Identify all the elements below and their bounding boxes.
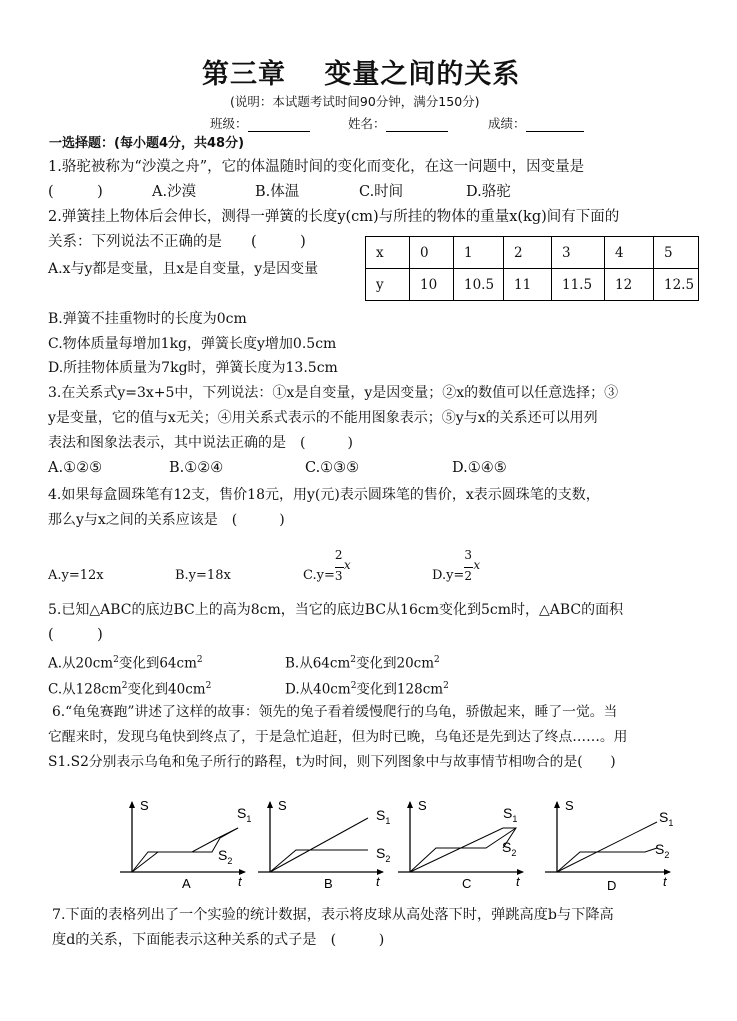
q1-option-d: D.骆驼 bbox=[466, 184, 511, 200]
graph-d-label: D bbox=[607, 878, 617, 893]
q4-c-prefix: C.y= bbox=[303, 568, 335, 583]
squared-mark: 2 bbox=[350, 655, 356, 665]
table-cell: 5 bbox=[654, 237, 699, 269]
fraction-bar bbox=[335, 567, 344, 568]
section-heading bbox=[49, 134, 244, 154]
s2-label: $S_2$ bbox=[376, 845, 391, 864]
q3-stem-3: 表法和图象法表示，其中说法正确的是 ( ) bbox=[48, 435, 353, 451]
q6-stem-3: S1.S2分别表示乌龟和兔子所行的路程，t为时间，则下列图象中与故事情节相吻合的是( ) bbox=[48, 754, 616, 770]
q5-option-c bbox=[48, 676, 211, 700]
s1-label: $S_1$ bbox=[237, 805, 252, 824]
table-row bbox=[366, 237, 699, 269]
q4-option-a: A.y=12x bbox=[48, 568, 104, 583]
table-cell: 11 bbox=[504, 269, 552, 301]
q4-option-d bbox=[432, 542, 482, 582]
s2-label: $S_2$ bbox=[502, 839, 517, 858]
graph-a bbox=[120, 798, 251, 891]
q3-option-c: C.①③⑤ bbox=[305, 460, 360, 476]
table-cell: 11.5 bbox=[552, 269, 605, 301]
section-heading-note: (每小题4分，共48分) bbox=[114, 136, 245, 151]
q5-stem: 5.已知△ABC的底边BC上的高为8cm，当它的底边BC从16cm变化到5cm时，△ABC的面积 bbox=[48, 602, 624, 618]
s1-label: $S_1$ bbox=[503, 805, 518, 824]
q3-option-d: D.①④⑤ bbox=[452, 460, 507, 476]
s1-label: $S_1$ bbox=[376, 807, 391, 826]
squared-mark: 2 bbox=[434, 655, 440, 665]
name-blank bbox=[386, 117, 448, 132]
score-blank bbox=[526, 117, 584, 132]
q1-option-b: B.体温 bbox=[255, 184, 300, 200]
squared-mark: 2 bbox=[196, 655, 203, 665]
q7-stem-2: 度d的关系，下面能表示这种关系的式子是 ( ) bbox=[52, 932, 385, 948]
q5-blank: ( ) bbox=[48, 627, 103, 643]
q4-c-variable: x bbox=[343, 558, 351, 572]
class-label: 班级： bbox=[210, 116, 248, 131]
table-cell: 12.5 bbox=[654, 269, 699, 301]
graph-b-label: B bbox=[324, 876, 333, 891]
table-cell: 0 bbox=[410, 237, 454, 269]
graph-c bbox=[398, 798, 523, 891]
q5-c-from: C.从128cm bbox=[48, 681, 122, 698]
q6-stem-2: 它醒来时，发现乌龟快到终点了，于是急忙追赶，但为时已晚，乌龟还是先到达了终点……。用 bbox=[48, 729, 628, 745]
q6-stem-1: 6.“龟兔赛跑”讲述了这样的故事：领先的兔子看着缓慢爬行的乌龟，骄傲起来，睡了一觉。当 bbox=[52, 704, 618, 720]
table-row bbox=[366, 269, 699, 301]
score-label: 成绩： bbox=[488, 116, 526, 131]
q3-option-a: A.①②⑤ bbox=[48, 460, 103, 476]
squared-mark: 2 bbox=[121, 681, 128, 691]
class-field bbox=[210, 114, 310, 132]
table-cell: x bbox=[366, 237, 410, 269]
q4-option-c bbox=[303, 542, 353, 582]
axis-t-label: t bbox=[516, 874, 520, 889]
squared-mark: 2 bbox=[205, 681, 212, 691]
q2-data-table bbox=[365, 236, 699, 301]
axis-t-label: t bbox=[238, 874, 242, 889]
s2-label: $S_2$ bbox=[218, 847, 233, 866]
axis-s-label: S bbox=[418, 798, 427, 813]
axis-t-label: t bbox=[376, 874, 380, 889]
q5-c-to: 变化到40cm bbox=[127, 681, 206, 698]
q4-d-variable: x bbox=[473, 558, 481, 572]
q4-c-numerator: 2 bbox=[334, 548, 343, 562]
q4-d-denominator: 2 bbox=[464, 569, 472, 583]
table-cell: 4 bbox=[605, 237, 654, 269]
table-cell: 10.5 bbox=[454, 269, 504, 301]
graph-d bbox=[545, 798, 673, 893]
table-cell: 3 bbox=[552, 237, 605, 269]
q2-stem-1: 2.弹簧挂上物体后会伸长，测得一弹簧的长度y(cm)与所挂的物体的重量x(kg)间有下面的 bbox=[48, 209, 620, 225]
squared-mark: 2 bbox=[443, 681, 449, 691]
axis-s-label: S bbox=[278, 798, 287, 813]
q1-option-c: C.时间 bbox=[359, 184, 404, 200]
table-cell: 1 bbox=[454, 237, 504, 269]
section-heading-text: 一选择题： bbox=[49, 136, 115, 151]
q4-d-numerator: 3 bbox=[464, 548, 472, 562]
q5-option-b bbox=[285, 650, 440, 674]
q4-d-fraction bbox=[464, 548, 482, 586]
q4-c-denominator: 3 bbox=[334, 569, 343, 583]
q4-c-fraction bbox=[335, 548, 353, 586]
q2-option-c: C.物体质量每增加1kg，弹簧长度y增加0.5cm bbox=[48, 336, 337, 352]
graph-a-label: A bbox=[182, 876, 191, 891]
q4-stem-1: 4.如果每盒圆珠笔有12支，售价18元，用y(元)表示圆珠笔的售价，x表示圆珠笔的支数， bbox=[48, 487, 600, 503]
class-blank bbox=[248, 117, 310, 132]
name-field bbox=[348, 114, 448, 132]
s2-label: $S_2$ bbox=[655, 841, 670, 860]
score-field bbox=[488, 114, 584, 132]
page-title: 第三章 变量之间的关系 bbox=[202, 59, 521, 90]
fraction-bar bbox=[464, 567, 473, 568]
graph-c-label: C bbox=[462, 876, 472, 891]
graph-b bbox=[258, 798, 390, 891]
q6-graph-options bbox=[120, 790, 700, 900]
q3-stem-1: 3.在关系式y=3x+5中，下列说法：①x是自变量，y是因变量；②x的数值可以任意选择；③ bbox=[48, 385, 619, 401]
name-label: 姓名： bbox=[348, 116, 386, 131]
q5-d-to: 变化到128cm bbox=[356, 681, 444, 698]
s1-label: $S_1$ bbox=[659, 809, 674, 828]
squared-mark: 2 bbox=[350, 681, 357, 691]
q7-stem-1: 7.下面的表格列出了一个实验的统计数据，表示将皮球从高处落下时，弹跳高度b与下降高 bbox=[52, 907, 614, 923]
q5-a-to: 变化到64cm bbox=[118, 655, 197, 672]
q5-option-d bbox=[285, 676, 449, 700]
q2-option-a: A.x与y都是变量，且x是自变量，y是因变量 bbox=[48, 261, 319, 277]
q4-stem-2: 那么y与x之间的关系应该是 ( ) bbox=[48, 512, 285, 528]
q3-option-b: B.①②④ bbox=[169, 460, 224, 476]
q5-b-from: B.从64cm bbox=[285, 655, 351, 672]
q5-b-to: 变化到20cm bbox=[356, 655, 435, 672]
squared-mark: 2 bbox=[113, 655, 119, 665]
q4-option-b: B.y=18x bbox=[175, 568, 231, 583]
table-cell: 12 bbox=[605, 269, 654, 301]
axis-t-label: t bbox=[663, 874, 667, 889]
q1-blank: ( ) bbox=[48, 184, 103, 200]
q2-stem-2: 关系：下列说法不正确的是 ( ) bbox=[48, 234, 306, 250]
axis-s-label: S bbox=[140, 798, 149, 813]
q5-a-from: A.从20cm bbox=[48, 655, 114, 672]
table-cell: 10 bbox=[410, 269, 454, 301]
q5-option-a bbox=[48, 650, 203, 674]
q2-option-d: D.所挂物体质量为7kg时，弹簧长度为13.5cm bbox=[48, 360, 338, 376]
exam-note: (说明：本试题考试时间90分钟，满分150分) bbox=[230, 94, 480, 109]
q3-stem-2: y是变量，它的值与x无关；④用关系式表示的不能用图象表示；⑤y与x的关系还可以用列 bbox=[48, 410, 598, 426]
q5-d-from: D.从40cm bbox=[285, 681, 351, 698]
table-cell: 2 bbox=[504, 237, 552, 269]
axis-s-label: S bbox=[565, 798, 574, 813]
q1-stem: 1.骆驼被称为“沙漠之舟”，它的体温随时间的变化而变化，在这一问题中，因变量是 bbox=[48, 159, 585, 175]
table-cell: y bbox=[366, 269, 410, 301]
q2-option-b: B.弹簧不挂重物时的长度为0cm bbox=[48, 311, 247, 327]
q1-option-a: A.沙漠 bbox=[152, 184, 197, 200]
q4-d-prefix: D.y= bbox=[432, 568, 465, 583]
